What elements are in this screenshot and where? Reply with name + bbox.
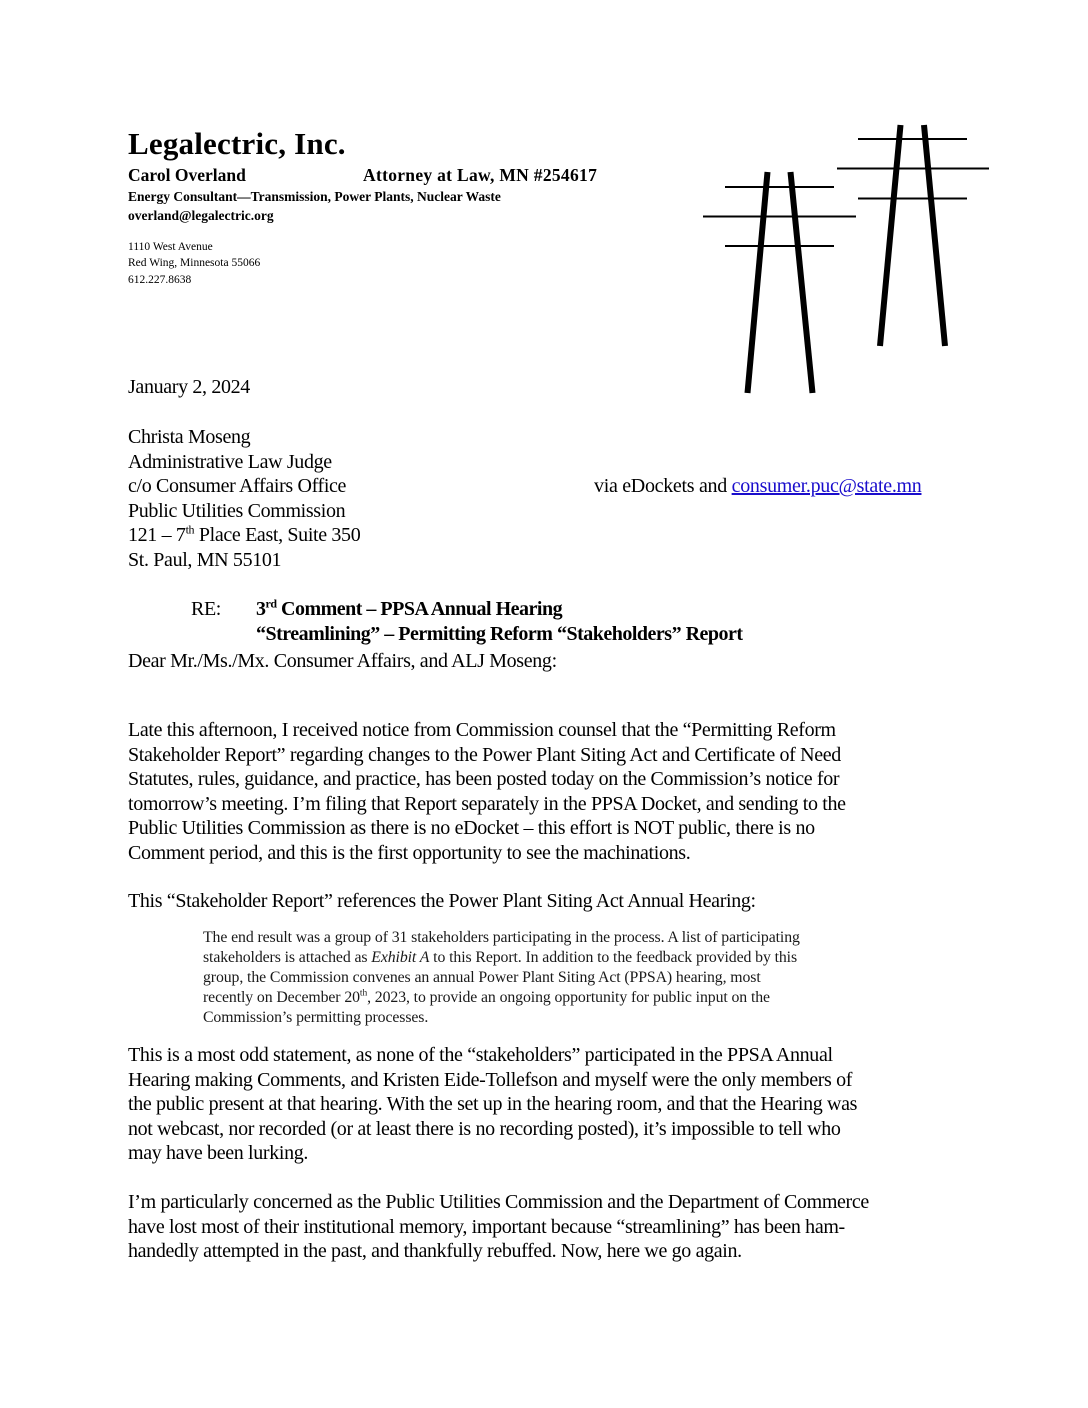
paragraph-1-line: tomorrow’s meeting. I’m filing that Report separately in the PPSA Docket, and sending to the	[128, 792, 846, 815]
paragraph-4-line: I’m particularly concerned as the Public Utilities Commission and the Department of Commerce	[128, 1191, 869, 1213]
recipient-office: c/o Consumer Affairs Office	[128, 475, 347, 497]
letterhead-tagline: Energy Consultant—Transmission, Power Plants, Nuclear Waste	[128, 189, 501, 204]
recipient-street-suffix: Place East, Suite 350	[194, 524, 361, 546]
quote-line-2-prefix: stakeholders is attached as	[203, 949, 372, 966]
paragraph-1-line: Comment period, and this is the first opportunity to see the machinations.	[128, 841, 691, 864]
letterhead-email: overland@legalectric.org	[128, 208, 274, 223]
re-label: RE:	[191, 598, 221, 620]
re-line-1	[256, 598, 562, 621]
paragraph-2: This “Stakeholder Report” references the Power Plant Siting Act Annual Hearing:	[128, 890, 756, 912]
recipient-street-prefix: 121 – 7	[128, 524, 186, 546]
paragraph-1-line: Stakeholder Report” regarding changes to the Power Plant Siting Act and Certificate of Need	[128, 743, 841, 766]
delivery-prefix: via eDockets and	[594, 475, 732, 497]
right-tower-leg-left	[880, 125, 901, 346]
letterhead-phone: 612.227.8638	[128, 274, 192, 286]
letterhead-address-city: Red Wing, Minnesota 55066	[128, 257, 261, 269]
recipient-title: Administrative Law Judge	[128, 450, 332, 473]
paragraph-3-line: the public present at that hearing. With the set up in the hearing room, and that the Hearing was	[128, 1093, 858, 1115]
paragraph-3-line: not webcast, nor recorded (or at least there is no recording posted), it’s impossible to tell who	[128, 1117, 841, 1140]
paragraph-3-line: may have been lurking.	[128, 1142, 309, 1164]
attorney-name: Carol Overland	[128, 165, 246, 185]
letterhead-address-street: 1110 West Avenue	[128, 241, 213, 253]
quote-line: Commission’s permitting processes.	[203, 1009, 429, 1026]
quote-line-4-sup: th	[359, 988, 368, 999]
paragraph-1-line: Statutes, rules, guidance, and practice, has been posted today on the Commission’s notice for	[128, 768, 840, 790]
paragraph-3-line: This is a most odd statement, as none of the “stakeholders” participated in the PPSA Annual	[128, 1044, 833, 1066]
re-line-2: “Streamlining” – Permitting Reform “Stakeholders” Report	[256, 622, 743, 645]
paragraph-4-line: handedly attempted in the past, and thankfully rebuffed. Now, here we go again.	[128, 1240, 742, 1262]
quote-line: group, the Commission convenes an annual Power Plant Siting Act (PPSA) hearing, most	[203, 969, 761, 986]
re-line-1-suffix: Comment – PPSA Annual Hearing	[276, 598, 563, 620]
quote-line-4-suffix: , 2023, to provide an ongoing opportunity for public input on the	[367, 989, 770, 1006]
paragraph-4-line: have lost most of their institutional memory, important because “streamlining” has been ham-	[128, 1215, 845, 1238]
transmission-towers-icon	[0, 0, 1088, 420]
salutation: Dear Mr./Ms./Mx. Consumer Affairs, and ALJ Moseng:	[128, 650, 557, 672]
quote-line	[203, 989, 770, 1007]
paragraph-1-line: Late this afternoon, I received notice from Commission counsel that the “Permitting Reform	[128, 719, 836, 741]
quote-line-2-suffix: to this Report. In addition to the feedback provided by this	[429, 949, 798, 966]
paragraph-3-line: Hearing making Comments, and Kristen Eide-Tollefson and myself were the only members of	[128, 1068, 853, 1091]
quote-line-4-prefix: recently on December 20	[203, 989, 360, 1006]
recipient-city: St. Paul, MN 55101	[128, 548, 282, 571]
recipient-organization: Public Utilities Commission	[128, 499, 346, 522]
delivery-email-link[interactable]: consumer.puc@state.mn	[731, 475, 922, 497]
right-tower-leg-right	[924, 125, 945, 346]
quote-line	[203, 949, 797, 967]
recipient-street	[128, 524, 360, 547]
left-tower	[703, 172, 856, 393]
quote-exhibit-reference: Exhibit A	[371, 949, 430, 966]
left-tower-leg-left	[748, 172, 768, 393]
quote-line: The end result was a group of 31 stakeholders participating in the process. A list of participating	[203, 929, 800, 946]
paragraph-1-line: Public Utilities Commission as there is no eDocket – this effort is NOT public, there is no	[128, 817, 815, 839]
letter-date: January 2, 2024	[128, 376, 250, 398]
re-line-1-sup: rd	[265, 596, 277, 611]
company-name: Legalectric, Inc.	[128, 126, 346, 161]
attorney-license: Attorney at Law, MN #254617	[363, 165, 598, 185]
recipient-name: Christa Moseng	[128, 426, 251, 448]
re-line-1-prefix: 3	[256, 598, 266, 620]
left-tower-leg-right	[791, 172, 813, 393]
delivery-method	[594, 475, 921, 498]
right-tower	[837, 125, 989, 346]
recipient-street-sup: th	[185, 522, 195, 537]
